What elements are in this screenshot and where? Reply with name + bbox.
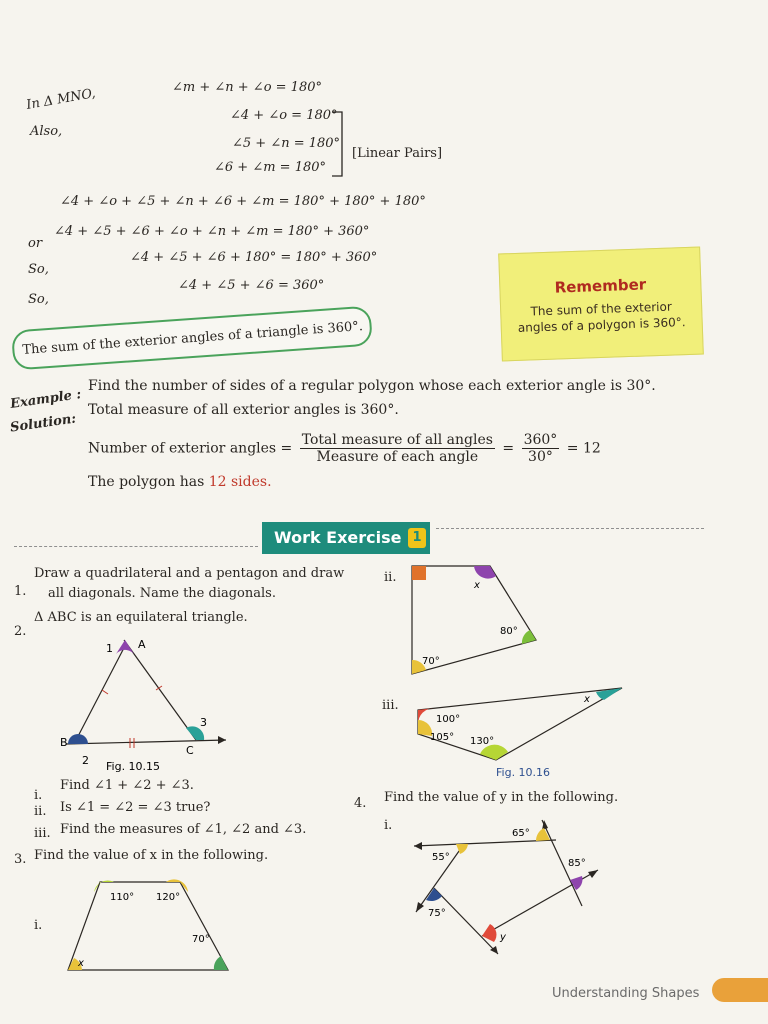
conclusion-text: The polygon has xyxy=(88,474,205,490)
count-label: Number of exterior angles = xyxy=(88,440,293,457)
q3-angle-70: 70° xyxy=(192,934,210,945)
example-label: Example : xyxy=(9,387,83,412)
q2-iii-num: iii. xyxy=(34,826,51,841)
q4-i-label: i. xyxy=(384,818,393,833)
q1-line2: all diagonals. Name the diagonals. xyxy=(48,586,276,601)
proof-intro: In Δ MNO, xyxy=(25,86,97,113)
figure-ii-quadrilateral xyxy=(406,562,546,682)
fig-ii-label: ii. xyxy=(384,570,397,585)
frac2-den: 30° xyxy=(528,449,553,465)
q3-angle-110: 110° xyxy=(110,892,135,903)
q3-text: Find the value of x in the following. xyxy=(34,848,269,863)
fig-ii-80: 80° xyxy=(500,626,518,637)
figure-10-15 xyxy=(58,632,238,776)
q4-angle-85: 85° xyxy=(568,858,586,869)
remember-heading: Remember xyxy=(554,275,647,297)
frac2-num: 360° xyxy=(523,432,558,448)
remember-line2: angles of a polygon is 360°. xyxy=(517,315,686,335)
q4-text: Find the value of y in the following. xyxy=(384,790,619,805)
footer-chapter-title: Understanding Shapes xyxy=(552,986,700,1001)
label-a: A xyxy=(138,638,146,651)
proof-eq1: ∠m + ∠n + ∠o = 180° xyxy=(172,80,322,95)
solution-label: Solution: xyxy=(9,411,78,436)
work-exercise-banner xyxy=(262,522,430,554)
proof-also: Also, xyxy=(30,124,63,139)
frac1-num: Total measure of all angles xyxy=(301,432,493,448)
q2-ii: Is ∠1 = ∠2 = ∠3 true? xyxy=(60,800,211,815)
q4-angle-55: 55° xyxy=(432,852,450,863)
q2-i-num: i. xyxy=(34,788,43,803)
conclusion-highlight: 12 sides. xyxy=(208,474,272,490)
label-c: C xyxy=(186,744,194,757)
fraction-values xyxy=(522,432,560,465)
proof-eq7: ∠4 + ∠5 + ∠6 + 180° = 180° + 360° xyxy=(130,250,378,265)
figure-iii-quadrilateral xyxy=(410,684,630,780)
proof-eq4: ∠6 + ∠m = 180° xyxy=(214,160,327,175)
count-result: = 12 xyxy=(566,440,601,457)
label-3: 3 xyxy=(200,716,207,729)
fig-ii-70: 70° xyxy=(422,656,440,667)
q1-num: 1. xyxy=(14,584,27,599)
proof-so2: So, xyxy=(28,292,49,307)
highlight-pill xyxy=(11,305,373,370)
q3-angle-x: x xyxy=(78,958,84,969)
bracket-label: [Linear Pairs] xyxy=(352,146,443,161)
divider-left xyxy=(14,546,258,547)
proof-or: or xyxy=(28,236,43,251)
proof-eq3: ∠5 + ∠n = 180° xyxy=(232,136,341,151)
label-b: B xyxy=(60,736,68,749)
fraction-total xyxy=(300,432,495,465)
q3-angle-120: 120° xyxy=(156,892,181,903)
fig-iii-x: x xyxy=(584,694,590,705)
q3-i-label: i. xyxy=(34,918,43,933)
remember-box xyxy=(498,247,704,362)
proof-eq5: ∠4 + ∠o + ∠5 + ∠n + ∠6 + ∠m = 180° + 180° + 180° xyxy=(60,194,426,209)
label-1: 1 xyxy=(106,642,113,655)
triangle-abc xyxy=(66,640,226,748)
remember-line1: The sum of the exterior xyxy=(530,299,673,319)
highlight-text: The sum of the exterior angles of a triangle is 360°. xyxy=(21,319,364,358)
fig-1016-caption: Fig. 10.16 xyxy=(496,766,551,779)
q2-i: Find ∠1 + ∠2 + ∠3. xyxy=(60,778,194,793)
divider-right xyxy=(436,528,704,529)
q2-ii-num: ii. xyxy=(34,804,47,819)
fig-iii-105: 105° xyxy=(430,732,455,743)
proof-eq6: ∠4 + ∠5 + ∠6 + ∠o + ∠n + ∠m = 180° + 360° xyxy=(54,224,370,239)
proof-eq2: ∠4 + ∠o = 180° xyxy=(230,108,338,123)
example-line1: Total measure of all exterior angles is 360°. xyxy=(88,402,399,418)
q4-angle-65: 65° xyxy=(512,828,530,839)
fig-iii-label: iii. xyxy=(382,698,399,713)
figure-q3-trapezoid xyxy=(58,870,238,980)
fig-iii-130: 130° xyxy=(470,736,495,747)
figure-q4-quadrilateral xyxy=(408,816,608,966)
example-count: Number of exterior angles = $\frac{\text{Total measure of all angles}}{\text{Measure of each angle}}$ = $\frac{360^\circ}{30^\circ}$ = 12 xyxy=(88,432,601,465)
example-conclusion xyxy=(88,474,272,490)
work-exercise-title: Work Exercise xyxy=(274,528,402,547)
proof-so1: So, xyxy=(28,262,49,277)
q2-num: 2. xyxy=(14,624,27,639)
q4-angle-y: y xyxy=(500,932,506,943)
label-2: 2 xyxy=(82,754,89,767)
proof-eq8: ∠4 + ∠5 + ∠6 = 360° xyxy=(178,278,325,293)
q4-num: 4. xyxy=(354,796,367,811)
example-question: Find the number of sides of a regular polygon whose each exterior angle is 30°. xyxy=(88,378,656,394)
fig-1015-caption: Fig. 10.15 xyxy=(106,760,161,773)
work-exercise-number: 1 xyxy=(408,528,426,548)
frac1-den: Measure of each angle xyxy=(316,449,479,465)
q3-num: 3. xyxy=(14,852,27,867)
q2-iii: Find the measures of ∠1, ∠2 and ∠3. xyxy=(60,822,307,837)
q2-text: Δ ABC is an equilateral triangle. xyxy=(34,610,248,625)
page-number-tab xyxy=(712,978,768,1002)
q4-angle-75: 75° xyxy=(428,908,446,919)
q1-line1: Draw a quadrilateral and a pentagon and draw xyxy=(34,566,345,581)
fig-iii-100: 100° xyxy=(436,714,461,725)
linear-pair-bracket xyxy=(330,110,346,180)
fig-ii-x: x xyxy=(474,580,480,591)
